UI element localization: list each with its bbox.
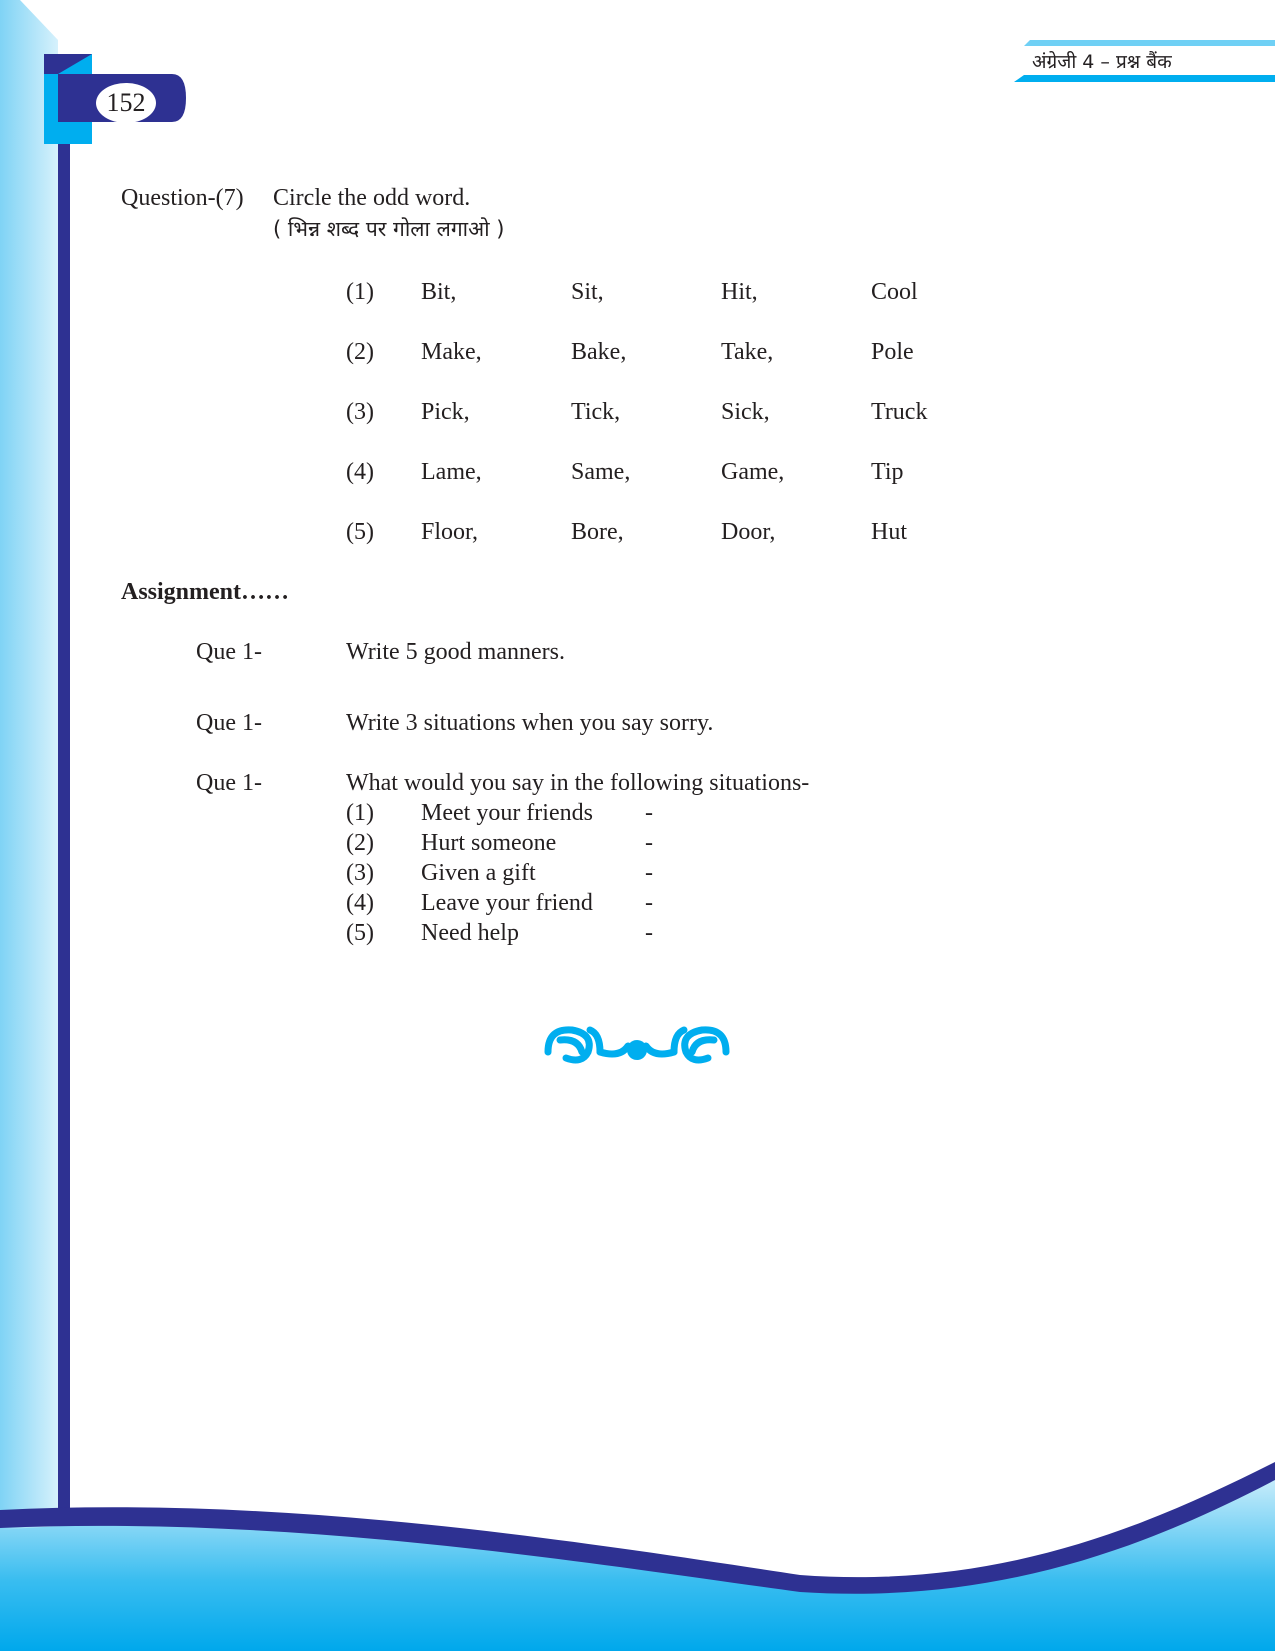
word: Hit, (721, 279, 758, 305)
word: Bore, (571, 519, 624, 545)
page-number: 152 (106, 88, 146, 117)
row-number: (5) (346, 519, 374, 545)
situation-number: (4) (346, 890, 374, 916)
row-number: (1) (346, 279, 374, 305)
word: Floor, (421, 519, 479, 545)
row-number: (2) (346, 339, 374, 365)
word: Sick, (721, 399, 770, 425)
situation-text: Need help (421, 920, 519, 946)
word: Bit, (421, 279, 457, 305)
word: Same, (571, 459, 631, 485)
situation-text: Meet your friends (421, 800, 593, 826)
situation-text: Hurt someone (421, 830, 557, 856)
word: Pick, (421, 399, 470, 425)
book-title: अंग्रेजी 4 – प्रश्न बैंक (1032, 51, 1172, 73)
word: Game, (721, 459, 785, 485)
word: Sit, (571, 279, 604, 305)
word: Take, (721, 339, 774, 365)
word: Truck (871, 399, 928, 425)
assignment-question-label: Que 1- (196, 710, 262, 736)
left-navy-bar (58, 140, 70, 1520)
question-instruction-hindi: ( भिन्न शब्द पर गोला लगाओ ) (273, 217, 505, 241)
word: Bake, (571, 339, 627, 365)
word: Make, (421, 339, 482, 365)
situation-number: (3) (346, 860, 374, 886)
question-label: Question-(7) (121, 185, 244, 211)
situation-number: (2) (346, 830, 374, 856)
word: Tick, (571, 399, 621, 425)
row-number: (4) (346, 459, 374, 485)
word: Hut (871, 519, 907, 545)
situation-dash: - (645, 830, 653, 856)
word: Lame, (421, 459, 482, 485)
left-side-band (0, 0, 58, 1651)
situation-number: (5) (346, 920, 374, 946)
assignment-question-text: Write 5 good manners. (346, 639, 565, 665)
question-instruction: Circle the odd word. (273, 185, 471, 211)
assignment-question-text: Write 3 situations when you say sorry. (346, 710, 714, 736)
word: Pole (871, 339, 914, 365)
assignment-question-label: Que 1- (196, 770, 262, 796)
header-top-rule (1024, 40, 1275, 46)
situation-dash: - (645, 890, 653, 916)
assignment-question-label: Que 1- (196, 639, 262, 665)
assignment-question-text: What would you say in the following situations- (346, 770, 810, 796)
word: Door, (721, 519, 776, 545)
situation-text: Leave your friend (421, 890, 593, 916)
situation-dash: - (645, 860, 653, 886)
word: Cool (871, 279, 918, 305)
situation-text: Given a gift (421, 860, 536, 886)
row-number: (3) (346, 399, 374, 425)
header-bottom-rule (1014, 75, 1275, 82)
situation-dash: - (645, 800, 653, 826)
word: Tip (871, 459, 904, 485)
assignment-heading: Assignment…… (121, 579, 290, 605)
situation-dash: - (645, 920, 653, 946)
situation-number: (1) (346, 800, 374, 826)
